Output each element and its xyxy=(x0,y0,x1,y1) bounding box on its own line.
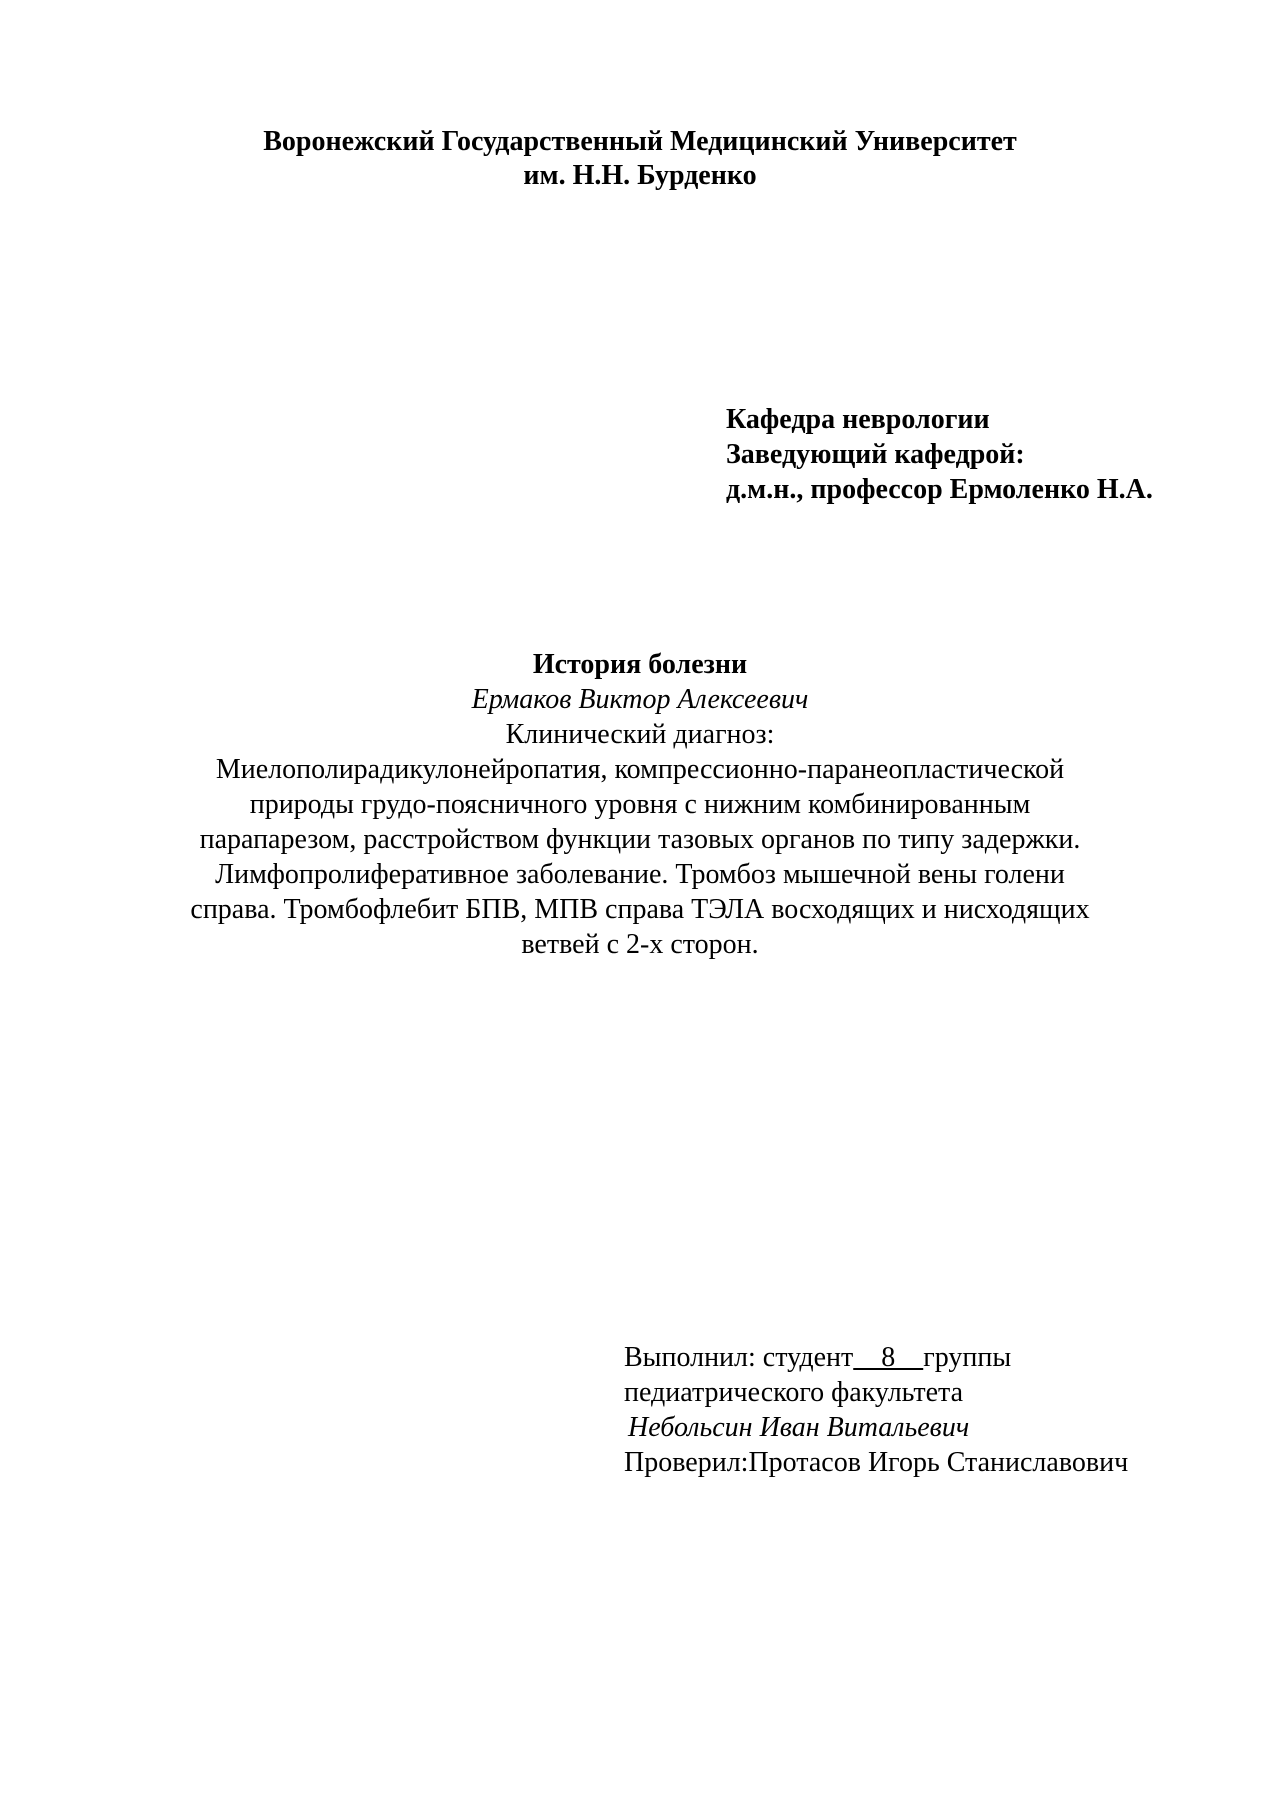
diagnosis-line: природы грудо-поясничного уровня с нижним комбинированным xyxy=(249,789,1031,820)
university-name-line2: им. Н.Н. Бурденко xyxy=(523,160,757,191)
checked-by-line: Проверил:Протасов Игорь Станиславович xyxy=(624,1447,1129,1478)
patient-name: Ермаков Виктор Алексеевич xyxy=(471,684,809,715)
performed-prefix: Выполнил: студент xyxy=(624,1342,854,1373)
diagnosis-label: Клинический диагноз: xyxy=(505,719,775,750)
diagnosis-line: справа. Тромбофлебит БПВ, МПВ справа ТЭЛА восходящих и нисходящих xyxy=(190,894,1090,925)
department-head-name: д.м.н., профессор Ермоленко Н.А. xyxy=(726,474,1153,505)
diagnosis-line: парапарезом, расстройством функции тазовых органов по типу задержки. xyxy=(199,824,1081,855)
diagnosis-line: ветвей с 2-х сторон. xyxy=(521,929,759,960)
department-head-label: Заведующий кафедрой: xyxy=(726,439,1025,470)
student-name: Небольсин Иван Витальевич xyxy=(628,1412,970,1443)
diagnosis-line: Миелополирадикулонейропатия, компрессионно-паранеопластической xyxy=(215,754,1065,785)
department-block xyxy=(726,402,1153,507)
group-suffix: группы xyxy=(923,1342,1012,1373)
case-history-block xyxy=(0,647,1280,962)
department-name: Кафедра неврологии xyxy=(726,404,990,435)
signature-block xyxy=(624,1340,1128,1480)
faculty-line: педиатрического факультета xyxy=(624,1377,964,1408)
case-title: История болезни xyxy=(532,649,748,680)
university-name-line1: Воронежский Государственный Медицинский Университет xyxy=(263,126,1017,157)
performed-by-line xyxy=(624,1340,1128,1375)
diagnosis-line: Лимфопролиферативное заболевание. Тромбоз мышечной вены голени xyxy=(215,859,1065,890)
group-number: 8 xyxy=(853,1342,924,1373)
